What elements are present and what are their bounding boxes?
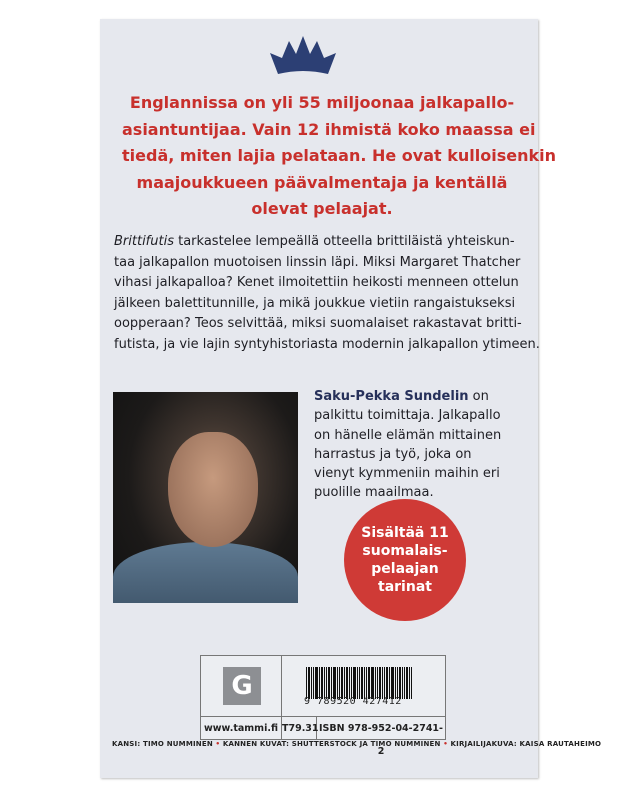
- barcode-bar: [337, 667, 338, 699]
- description-line: taa jalkapallon muotoisen linssin läpi. Miksi Margaret Thatcher: [114, 254, 521, 270]
- book-title: Brittifutis: [114, 234, 174, 249]
- barcode-bar: [371, 667, 374, 699]
- barcode-bar: [353, 667, 356, 699]
- barcode-bar: [391, 667, 394, 699]
- separator: •: [443, 740, 448, 748]
- credit-cover-images: KANNEN KUVAT: SHUTTERSTOCK JA TIMO NUMMINEN: [222, 740, 441, 748]
- description-line: futista, ja vie lajin syntyhistoriasta modernin jalkapallon ytimeen.: [114, 336, 540, 352]
- barcode-bar: [346, 667, 348, 699]
- barcode-bar: [386, 667, 388, 699]
- barcode-bar: [404, 667, 405, 699]
- cover-credits: [112, 740, 602, 748]
- barcode-bar: [341, 667, 343, 699]
- barcode-bar: [313, 667, 314, 699]
- barcode-bar: [379, 667, 381, 699]
- barcode-bar: [333, 667, 336, 699]
- barcode-bar: [368, 667, 370, 699]
- barcode-bar: [308, 667, 310, 699]
- barcode-bar: [395, 667, 396, 699]
- badge-line: Sisältää 11: [361, 525, 449, 541]
- barcode-bar: [328, 667, 330, 699]
- author-photo: [113, 392, 298, 603]
- author-line: puolille maailmaa.: [314, 485, 434, 501]
- barcode: [306, 667, 430, 699]
- description-line: vihasi jalkapalloa? Kenet ilmoitettiin heikosti menneen ottelun: [114, 275, 519, 291]
- crown-icon: [270, 36, 336, 74]
- headline-line: tiedä, miten lajia pelataan. He ovat kulloisenkin: [122, 146, 556, 165]
- barcode-bar: [384, 667, 385, 699]
- headline-line: olevat pelaajat.: [251, 199, 393, 218]
- headline-line: maajoukkueen päävalmentaja ja kentällä: [136, 172, 508, 192]
- isbn: ISBN 978-952-04-2741-2: [319, 723, 443, 757]
- barcode-bar: [321, 667, 323, 699]
- publisher-website: www.tammi.fi: [201, 717, 282, 740]
- separator: •: [215, 740, 221, 748]
- barcode-bar: [349, 667, 350, 699]
- badge-line: pelaajan: [371, 561, 439, 577]
- author-line: harrastus ja työ, joka on: [314, 446, 472, 462]
- author-name: Saku-Pekka Sundelin: [314, 389, 469, 404]
- author-line: on hänelle elämän mittainen: [314, 427, 502, 443]
- author-line: vienyt kymmeniin maihin eri: [314, 466, 500, 482]
- barcode-bar: [406, 667, 408, 699]
- barcode-bar: [351, 667, 352, 699]
- barcode-bar: [357, 667, 358, 699]
- barcode-bar: [315, 667, 318, 699]
- description-line: oopperaan? Teos selvittää, miksi suomalaiset rakastavat britti-: [114, 316, 522, 332]
- class-code: T79.31: [282, 717, 317, 740]
- description-line: tarkastelee lempeällä otteella brittiläistä yhteiskun-: [173, 234, 515, 249]
- credit-author-photo: KIRJAILIJAKUVA: KAISA RAUTAHEIMO: [450, 740, 602, 748]
- description: [114, 232, 540, 356]
- barcode-bar: [364, 667, 365, 699]
- barcode-bar: [409, 667, 410, 699]
- barcode-bar: [389, 667, 390, 699]
- description-line: jälkeen balettitunnille, ja mikä joukkue vietiin rangaistukseksi: [114, 295, 516, 311]
- barcode-bar: [382, 667, 383, 699]
- stories-badge: [344, 499, 466, 621]
- author-bio: [314, 387, 534, 503]
- barcode-bar: [375, 667, 376, 699]
- headline-line: asiantuntijaa. Vain 12 ihmistä koko maassa ei: [122, 119, 536, 139]
- barcode-number: 9 789520 427412: [304, 696, 402, 707]
- barcode-bar: [331, 667, 332, 699]
- barcode-bar: [319, 667, 320, 699]
- barcode-bar: [311, 667, 312, 699]
- barcode-bar: [411, 667, 412, 699]
- badge-line: tarinat: [378, 579, 432, 595]
- headline: [122, 90, 556, 223]
- barcode-bar: [397, 667, 398, 699]
- credit-cover: KANSI: TIMO NUMMINEN: [112, 740, 213, 748]
- barcode-bar: [344, 667, 345, 699]
- barcode-bar: [402, 667, 403, 699]
- badge-line: suomalais-: [362, 543, 448, 559]
- barcode-bar: [366, 667, 367, 699]
- publisher-logo: G: [223, 667, 261, 705]
- author-line: on: [468, 389, 489, 404]
- barcode-bar: [324, 667, 325, 699]
- barcode-bar: [399, 667, 401, 699]
- author-line: palkittu toimittaja. Jalkapallo: [314, 408, 501, 424]
- barcode-bar: [306, 667, 307, 699]
- barcode-bar: [361, 667, 363, 699]
- barcode-bar: [359, 667, 360, 699]
- headline-line: Englannissa on yli 55 miljoonaa jalkapallo-: [129, 93, 515, 112]
- barcode-bar: [377, 667, 378, 699]
- barcode-bar: [326, 667, 327, 699]
- barcode-bar: [339, 667, 340, 699]
